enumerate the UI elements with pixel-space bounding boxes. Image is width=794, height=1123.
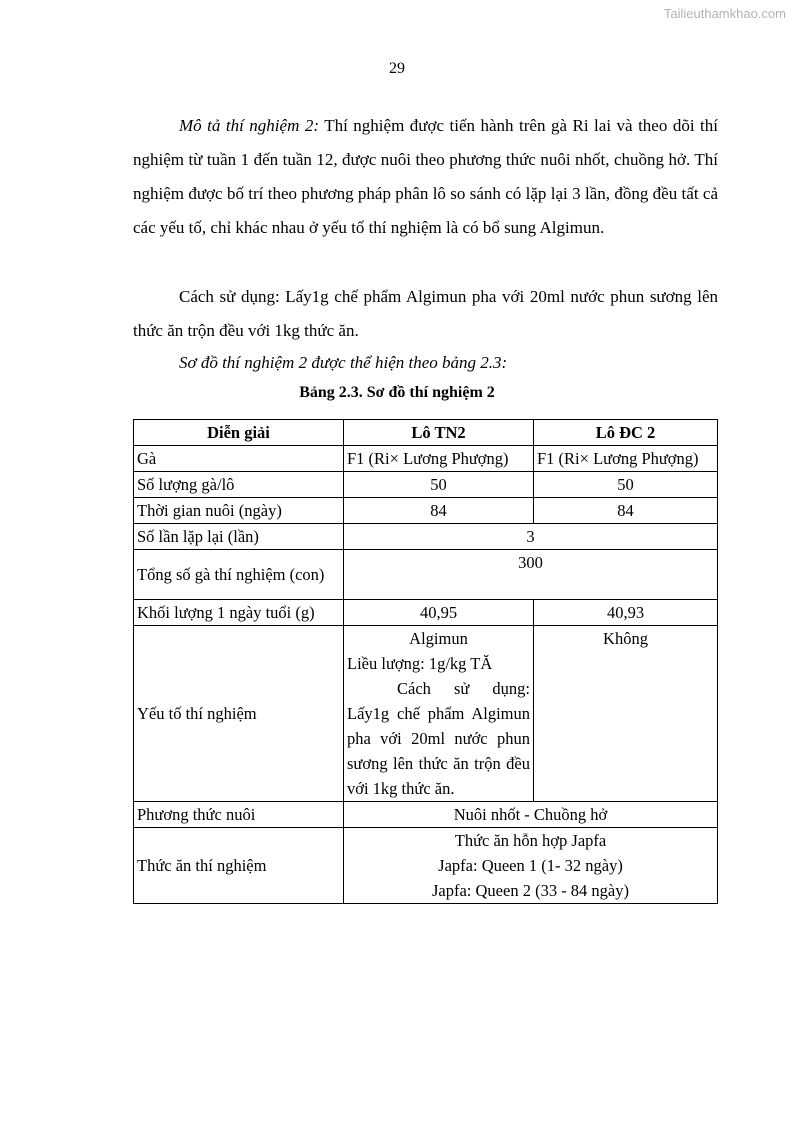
cell-dc2: 50	[534, 472, 718, 498]
cell-tn2: 50	[344, 472, 534, 498]
row-label: Khối lượng 1 ngày tuổi (g)	[134, 600, 344, 626]
row-label: Phương thức nuôi	[134, 802, 344, 828]
paragraph-table-intro: Sơ đồ thí nghiệm 2 được thể hiện theo bảng 2.3:	[179, 353, 508, 372]
feed-line: Japfa: Queen 1 (1- 32 ngày)	[438, 856, 623, 875]
table-row	[134, 498, 718, 524]
row-label: Tổng số gà thí nghiệm (con)	[134, 550, 344, 600]
table-row	[134, 472, 718, 498]
cell-merged: 300	[344, 550, 718, 600]
table-row	[134, 600, 718, 626]
row-label: Số lần lặp lại (lần)	[134, 524, 344, 550]
header-lot-tn2: Lô TN2	[344, 420, 534, 446]
table-row	[134, 524, 718, 550]
paragraph-lead: Mô tả thí nghiệm 2:	[179, 116, 320, 135]
cell-tn2: 40,95	[344, 600, 534, 626]
row-label: Số lượng gà/lô	[134, 472, 344, 498]
header-description: Diễn giải	[134, 420, 344, 446]
paragraph-usage: Cách sử dụng: Lấy1g chế phẩm Algimun pha với 20ml nước phun sương lên thức ăn trộn đều với 1kg thức ăn.	[133, 287, 718, 340]
cell-merged	[344, 828, 718, 904]
row-label: Yếu tố thí nghiệm	[134, 626, 344, 802]
factor-usage: Cách sử dụng: Lấy1g chế phẩm Algimun pha với 20ml nước phun sương lên thức ăn trộn đều với 1kg thức ăn.	[347, 679, 530, 798]
factor-dosage: Liều lượng: 1g/kg TĂ	[347, 654, 493, 673]
row-label: Gà	[134, 446, 344, 472]
feed-line: Thức ăn hỗn hợp Japfa	[454, 831, 607, 850]
table-row	[134, 802, 718, 828]
table-row	[134, 550, 718, 600]
paragraph-body: Thí nghiệm được tiến hành trên gà Ri lai và theo dõi thí nghiệm từ tuần 1 đến tuần 12, được nuôi theo phương thức nuôi nhốt, chuồng hở. Thí nghiệm được bố trí theo phương pháp phân lô so sánh có lặp lại 3 lần, đồng đều tất cả các yếu tố, chỉ khác nhau ở yếu tố thí nghiệm là có bổ sung Algimun.	[133, 116, 718, 237]
page-number: 29	[389, 60, 405, 77]
cell-dc2: 84	[534, 498, 718, 524]
table-row	[134, 828, 718, 904]
cell-dc2: 40,93	[534, 600, 718, 626]
table-row	[134, 626, 718, 802]
cell-tn2: F1 (Ri× Lương Phượng)	[344, 446, 534, 472]
row-label: Thức ăn thí nghiệm	[134, 828, 344, 904]
cell-dc2: F1 (Ri× Lương Phượng)	[534, 446, 718, 472]
cell-dc2: Không	[534, 626, 718, 802]
experiment-design-table	[133, 419, 718, 904]
cell-merged: Nuôi nhốt - Chuồng hở	[344, 802, 718, 828]
header-lot-dc2: Lô ĐC 2	[534, 420, 718, 446]
paragraph-description	[133, 109, 718, 245]
cell-merged: 3	[344, 524, 718, 550]
cell-tn2: 84	[344, 498, 534, 524]
watermark: Tailieuthamkhao.com	[663, 6, 786, 21]
row-label: Thời gian nuôi (ngày)	[134, 498, 344, 524]
cell-tn2	[344, 626, 534, 802]
table-header-row	[134, 420, 718, 446]
table-caption: Bảng 2.3. Sơ đồ thí nghiệm 2	[299, 384, 495, 401]
feed-line: Japfa: Queen 2 (33 - 84 ngày)	[431, 881, 630, 900]
factor-name: Algimun	[409, 629, 468, 648]
table-row	[134, 446, 718, 472]
